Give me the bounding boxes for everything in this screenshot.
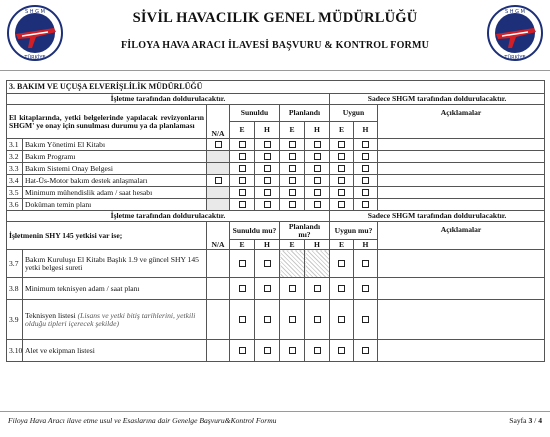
- item-number: 3.7: [7, 250, 23, 278]
- item-number: 3.2: [7, 151, 23, 163]
- item-number: 3.4: [7, 175, 23, 187]
- yes-subheader: E: [230, 122, 255, 139]
- planned-no-checkbox[interactable]: [314, 153, 321, 160]
- page-header: [6, 4, 544, 64]
- na-disabled-cell: [207, 151, 230, 163]
- svg-text:TÜRKİYE: TÜRKİYE: [24, 55, 46, 61]
- planned-yes-checkbox[interactable]: [289, 201, 296, 208]
- section-title: 3. BAKIM VE UÇUŞA ELVERİŞLİLİK MÜDÜRLÜĞÜ: [7, 81, 545, 94]
- submitted-yes-checkbox[interactable]: [239, 153, 246, 160]
- page-separator: /: [534, 416, 537, 425]
- item-number: 3.9: [7, 300, 23, 340]
- svg-text:TÜRKİYE: TÜRKİYE: [504, 55, 526, 61]
- planned-disabled-cell: [280, 250, 305, 278]
- suitable-yes-checkbox[interactable]: [338, 141, 345, 148]
- suitable-no-checkbox[interactable]: [362, 189, 369, 196]
- submitted-yes-checkbox[interactable]: [239, 316, 246, 323]
- table-row: [7, 151, 545, 163]
- submitted-yes-checkbox[interactable]: [239, 201, 246, 208]
- planned-header: Planlandı mı?: [280, 222, 330, 240]
- notes-cell[interactable]: [378, 340, 545, 362]
- yes-subheader: E: [330, 240, 354, 250]
- item-label-text: Teknisyen listesi: [25, 310, 76, 320]
- suitable-header: Uygun mu?: [330, 222, 378, 240]
- suitable-yes-checkbox[interactable]: [338, 165, 345, 172]
- submitted-no-checkbox[interactable]: [264, 285, 271, 292]
- suitable-no-checkbox[interactable]: [362, 153, 369, 160]
- notes-cell[interactable]: [378, 250, 545, 278]
- table-row: [7, 139, 545, 151]
- notes-cell[interactable]: [378, 139, 545, 151]
- planned-disabled-cell: [305, 250, 330, 278]
- table-row: [7, 175, 545, 187]
- na-disabled-cell: [207, 199, 230, 211]
- planned-yes-checkbox[interactable]: [289, 153, 296, 160]
- table-row: [7, 278, 545, 300]
- page-total: 4: [538, 416, 542, 425]
- table-row: [7, 300, 545, 340]
- submitted-no-checkbox[interactable]: [264, 347, 271, 354]
- no-subheader: H: [354, 240, 378, 250]
- notes-cell[interactable]: [378, 151, 545, 163]
- table-row: [7, 250, 545, 278]
- na-checkbox[interactable]: [215, 177, 222, 184]
- suitable-no-checkbox[interactable]: [362, 201, 369, 208]
- planned-no-checkbox[interactable]: [314, 347, 321, 354]
- svg-text:S H G M: S H G M: [25, 9, 45, 15]
- shgm-group-header: Sadece SHGM tarafından doldurulacaktır.: [330, 94, 545, 105]
- page-title: SİVİL HAVACILIK GENEL MÜDÜRLÜĞÜ: [132, 10, 418, 26]
- submitted-no-checkbox[interactable]: [264, 141, 271, 148]
- notes-header: Açıklamalar: [378, 105, 545, 139]
- no-subheader: H: [354, 122, 378, 139]
- suitable-yes-checkbox[interactable]: [338, 177, 345, 184]
- na-header: N/A: [207, 105, 230, 139]
- na-disabled-cell: [207, 163, 230, 175]
- suitable-no-checkbox[interactable]: [362, 316, 369, 323]
- suitable-no-checkbox[interactable]: [362, 260, 369, 267]
- table-row: [7, 199, 545, 211]
- item-number: 3.8: [7, 278, 23, 300]
- planned-no-checkbox[interactable]: [314, 177, 321, 184]
- footer-form-name: Filoya Hava Aracı ilave etme usul ve Esaslarına dair Genelge Başvuru&Kontrol Formu: [8, 416, 277, 425]
- submitted-yes-checkbox[interactable]: [239, 347, 246, 354]
- form-subtitle: FİLOYA HAVA ARACI İLAVESİ BAŞVURU & KONTROL FORMU: [120, 40, 430, 51]
- planned-no-checkbox[interactable]: [314, 316, 321, 323]
- notes-cell[interactable]: [378, 187, 545, 199]
- suitable-yes-checkbox[interactable]: [338, 285, 345, 292]
- requirement-question: El kitaplarında, yetki belgelerinde yapılacak revizyonların SHGM' ye onay için sunulması durumu ya da planlaması: [7, 105, 207, 139]
- planned-no-checkbox[interactable]: [314, 285, 321, 292]
- submitted-yes-checkbox[interactable]: [239, 141, 246, 148]
- notes-cell[interactable]: [378, 175, 545, 187]
- item-label: Hat-Üs-Motor bakım destek anlaşmaları: [23, 175, 207, 187]
- planned-yes-checkbox[interactable]: [289, 165, 296, 172]
- notes-header: Açıklamalar: [378, 222, 545, 250]
- submitted-no-checkbox[interactable]: [264, 153, 271, 160]
- planned-yes-checkbox[interactable]: [289, 189, 296, 196]
- planned-header: Planlandı: [280, 105, 330, 122]
- shgm-logo: [486, 4, 544, 62]
- suitable-yes-checkbox[interactable]: [338, 201, 345, 208]
- suitable-no-checkbox[interactable]: [362, 347, 369, 354]
- item-label: Bakım Programı: [23, 151, 207, 163]
- submitted-yes-checkbox[interactable]: [239, 165, 246, 172]
- item-label: Alet ve ekipman listesi: [23, 340, 207, 362]
- item-label: Minimum mühendislik adam / saat hesabı: [23, 187, 207, 199]
- page-label: Sayfa: [509, 416, 527, 425]
- notes-cell[interactable]: [378, 163, 545, 175]
- no-subheader: H: [255, 240, 280, 250]
- na-header: N/A: [207, 222, 230, 250]
- control-form-table: [6, 80, 545, 362]
- yes-subheader: E: [230, 240, 255, 250]
- suitable-no-checkbox[interactable]: [362, 165, 369, 172]
- no-subheader: H: [305, 240, 330, 250]
- planned-yes-checkbox[interactable]: [289, 316, 296, 323]
- suitable-no-checkbox[interactable]: [362, 177, 369, 184]
- suitable-no-checkbox[interactable]: [362, 141, 369, 148]
- requirement-question: İşletmenin SHY 145 yetkisi var ise;: [7, 222, 207, 250]
- svg-text:S H G M: S H G M: [505, 9, 525, 15]
- item-label: Bakım Kuruluşu El Kitabı Başlık 1.9 ve güncel SHY 145 yetki belgesi sureti: [23, 250, 207, 278]
- shgm-group-header: Sadece SHGM tarafından doldurulacaktır.: [330, 211, 545, 222]
- planned-yes-checkbox[interactable]: [289, 141, 296, 148]
- table-row: [7, 163, 545, 175]
- submitted-no-checkbox[interactable]: [264, 260, 271, 267]
- item-label: Bakım Yönetimi El Kitabı: [23, 139, 207, 151]
- submitted-header: Sunuldu mu?: [230, 222, 280, 240]
- planned-no-checkbox[interactable]: [314, 201, 321, 208]
- item-note: (Lisans ve yetki bitiş tarihlerini, yetkili olduğu tipleri içerecek şekilde): [25, 310, 196, 328]
- submitted-no-checkbox[interactable]: [264, 201, 271, 208]
- operator-group-header: İşletme tarafından doldurulacaktır.: [7, 211, 330, 222]
- submitted-no-checkbox[interactable]: [264, 316, 271, 323]
- table-row: [7, 187, 545, 199]
- no-subheader: H: [255, 122, 280, 139]
- suitable-no-checkbox[interactable]: [362, 285, 369, 292]
- operator-group-header: İşletme tarafından doldurulacaktır.: [7, 94, 330, 105]
- suitable-yes-checkbox[interactable]: [338, 153, 345, 160]
- notes-cell[interactable]: [378, 300, 545, 340]
- item-label: Minimum teknisyen adam / saat planı: [23, 278, 207, 300]
- submitted-no-checkbox[interactable]: [264, 165, 271, 172]
- item-number: 3.3: [7, 163, 23, 175]
- suitable-yes-checkbox[interactable]: [338, 316, 345, 323]
- page-number: [509, 416, 542, 425]
- planned-no-checkbox[interactable]: [314, 189, 321, 196]
- notes-cell[interactable]: [378, 199, 545, 211]
- header-divider: [0, 70, 550, 71]
- suitable-yes-checkbox[interactable]: [338, 260, 345, 267]
- submitted-yes-checkbox[interactable]: [239, 260, 246, 267]
- yes-subheader: E: [280, 122, 305, 139]
- planned-yes-checkbox[interactable]: [289, 285, 296, 292]
- planned-no-checkbox[interactable]: [314, 165, 321, 172]
- planned-yes-checkbox[interactable]: [289, 347, 296, 354]
- submitted-yes-checkbox[interactable]: [239, 177, 246, 184]
- notes-cell[interactable]: [378, 278, 545, 300]
- table-row: [7, 340, 545, 362]
- yes-subheader: E: [280, 240, 305, 250]
- submitted-yes-checkbox[interactable]: [239, 285, 246, 292]
- item-label: Doküman temin planı: [23, 199, 207, 211]
- shgm-logo: [6, 4, 64, 62]
- item-number: 3.5: [7, 187, 23, 199]
- planned-no-checkbox[interactable]: [314, 141, 321, 148]
- item-number: 3.10: [7, 340, 23, 362]
- submitted-no-checkbox[interactable]: [264, 189, 271, 196]
- submitted-yes-checkbox[interactable]: [239, 189, 246, 196]
- footer-divider: [0, 411, 550, 412]
- suitable-yes-checkbox[interactable]: [338, 189, 345, 196]
- submitted-no-checkbox[interactable]: [264, 177, 271, 184]
- na-disabled-cell: [207, 187, 230, 199]
- na-checkbox[interactable]: [215, 141, 222, 148]
- item-label: [23, 300, 207, 340]
- item-number: 3.6: [7, 199, 23, 211]
- suitable-yes-checkbox[interactable]: [338, 347, 345, 354]
- item-number: 3.1: [7, 139, 23, 151]
- yes-subheader: E: [330, 122, 354, 139]
- no-subheader: H: [305, 122, 330, 139]
- submitted-header: Sunuldu: [230, 105, 280, 122]
- page-current: 3: [528, 416, 533, 425]
- suitable-header: Uygun: [330, 105, 378, 122]
- item-label: Bakım Sistemi Onay Belgesi: [23, 163, 207, 175]
- planned-yes-checkbox[interactable]: [289, 177, 296, 184]
